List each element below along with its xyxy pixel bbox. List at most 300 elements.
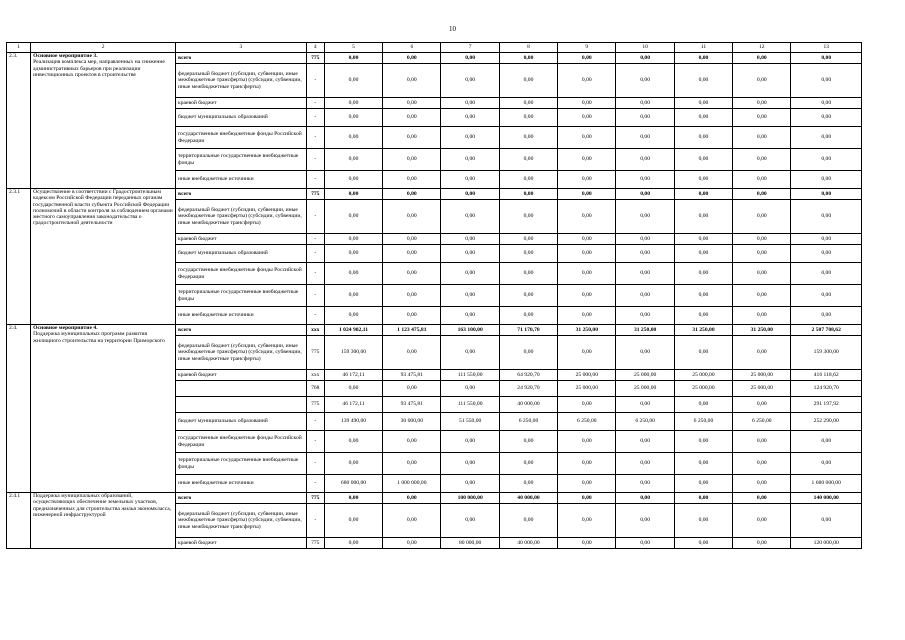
funding-source: всего <box>175 53 306 64</box>
amount-cell: 93 475,81 <box>383 370 441 381</box>
amount-cell: 0,00 <box>558 453 616 475</box>
amount-cell: 40 000,00 <box>499 493 557 504</box>
amount-cell: 0,00 <box>733 336 791 370</box>
amount-cell: 0,00 <box>616 538 674 549</box>
amount-cell: 0,00 <box>441 189 499 200</box>
amount-cell: 100 000,00 <box>441 493 499 504</box>
amount-cell: 0,00 <box>324 504 382 538</box>
amount-cell: 0,00 <box>324 171 382 189</box>
budget-code: - <box>306 149 324 171</box>
funding-source: федеральный бюджет (субсидии, субвенции, иные межбюджетные трансферты) (субсидии, субвенции, иные межбюджетные трансферты) <box>175 64 306 98</box>
amount-cell: 0,00 <box>616 504 674 538</box>
amount-cell: 0,00 <box>558 504 616 538</box>
amount-cell: 0,00 <box>383 234 441 245</box>
amount-cell: 0,00 <box>324 189 382 200</box>
budget-code: - <box>306 98 324 109</box>
table-row <box>7 189 862 200</box>
amount-cell: 0,00 <box>616 493 674 504</box>
amount-cell: 0,00 <box>674 109 732 127</box>
table-row <box>7 325 862 336</box>
amount-cell: 25 000,00 <box>558 370 616 381</box>
amount-cell: 0,00 <box>674 245 732 263</box>
budget-code: 768 <box>306 381 324 397</box>
amount-cell: 0,00 <box>733 189 791 200</box>
budget-code: - <box>306 64 324 98</box>
amount-cell: 93 475,81 <box>383 397 441 413</box>
budget-code: - <box>306 413 324 431</box>
amount-cell: 0,00 <box>791 234 862 245</box>
amount-cell: 0,00 <box>383 504 441 538</box>
amount-cell: 0,00 <box>499 149 557 171</box>
funding-source: краевой бюджет <box>175 234 306 245</box>
amount-cell: 0,00 <box>674 397 732 413</box>
budget-code: - <box>306 171 324 189</box>
amount-cell: 0,00 <box>616 200 674 234</box>
amount-cell: 0,00 <box>558 493 616 504</box>
amount-cell: 0,00 <box>383 453 441 475</box>
amount-cell: 0,00 <box>616 189 674 200</box>
budget-code: - <box>306 245 324 263</box>
amount-cell: 64 920,70 <box>499 370 557 381</box>
amount-cell: 0,00 <box>733 245 791 263</box>
amount-cell: 30 000,00 <box>383 413 441 431</box>
column-header: 12 <box>733 43 791 53</box>
amount-cell: 6 250,00 <box>499 413 557 431</box>
amount-cell: 0,00 <box>791 504 862 538</box>
amount-cell: 0,00 <box>324 431 382 453</box>
budget-code: 775 <box>306 493 324 504</box>
amount-cell: 0,00 <box>733 307 791 325</box>
amount-cell: 31 250,00 <box>616 325 674 336</box>
amount-cell: 40 000,00 <box>499 538 557 549</box>
amount-cell: 111 550,00 <box>441 397 499 413</box>
amount-cell: 0,00 <box>733 397 791 413</box>
amount-cell: 46 172,11 <box>324 370 382 381</box>
amount-cell: 0,00 <box>499 53 557 64</box>
amount-cell: 0,00 <box>558 431 616 453</box>
amount-cell: 0,00 <box>791 189 862 200</box>
amount-cell: 159 300,00 <box>791 336 862 370</box>
amount-cell: 6 250,00 <box>616 413 674 431</box>
funding-source: краевой бюджет <box>175 538 306 549</box>
amount-cell: 0,00 <box>733 285 791 307</box>
amount-cell: 0,00 <box>383 171 441 189</box>
funding-source: всего <box>175 189 306 200</box>
amount-cell: 0,00 <box>324 493 382 504</box>
funding-source <box>175 381 306 397</box>
amount-cell: 0,00 <box>499 98 557 109</box>
budget-code: ххх <box>306 370 324 381</box>
amount-cell: 0,00 <box>324 109 382 127</box>
amount-cell: 0,00 <box>441 109 499 127</box>
amount-cell: 0,00 <box>558 307 616 325</box>
amount-cell: 0,00 <box>616 98 674 109</box>
amount-cell: 0,00 <box>324 381 382 397</box>
amount-cell: 0,00 <box>733 538 791 549</box>
amount-cell: 0,00 <box>441 336 499 370</box>
amount-cell: 24 920,70 <box>499 381 557 397</box>
amount-cell: 0,00 <box>441 307 499 325</box>
amount-cell: 0,00 <box>674 127 732 149</box>
amount-cell: 1 000 000,00 <box>383 475 441 493</box>
amount-cell: 0,00 <box>733 149 791 171</box>
amount-cell: 0,00 <box>674 504 732 538</box>
amount-cell: 0,00 <box>499 64 557 98</box>
amount-cell: 0,00 <box>791 98 862 109</box>
amount-cell: 0,00 <box>558 64 616 98</box>
amount-cell: 25 000,00 <box>616 370 674 381</box>
amount-cell: 0,00 <box>791 263 862 285</box>
funding-source: бюджет муниципальных образований <box>175 109 306 127</box>
amount-cell: 0,00 <box>616 245 674 263</box>
amount-cell: 159 300,00 <box>324 336 382 370</box>
amount-cell: 0,00 <box>499 109 557 127</box>
amount-cell: 0,00 <box>674 263 732 285</box>
budget-code: - <box>306 453 324 475</box>
amount-cell: 1 680 000,00 <box>791 475 862 493</box>
amount-cell: 0,00 <box>499 475 557 493</box>
measure-description: Поддержка муниципальных образований, осуществляющих обеспечение земельных участков, предназначенных для строительства жилья экономкласса, инженерной инфраструктурой <box>33 493 172 518</box>
amount-cell: 0,00 <box>499 263 557 285</box>
amount-cell: 163 100,00 <box>441 325 499 336</box>
amount-cell: 6 250,00 <box>558 413 616 431</box>
budget-code: ххх <box>306 325 324 336</box>
column-header: 9 <box>558 43 616 53</box>
amount-cell: 0,00 <box>324 64 382 98</box>
amount-cell: 0,00 <box>441 149 499 171</box>
amount-cell: 0,00 <box>499 127 557 149</box>
amount-cell: 0,00 <box>441 200 499 234</box>
amount-cell: 0,00 <box>558 200 616 234</box>
column-header: 7 <box>441 43 499 53</box>
amount-cell: 0,00 <box>324 538 382 549</box>
amount-cell: 0,00 <box>674 189 732 200</box>
amount-cell: 0,00 <box>616 64 674 98</box>
amount-cell: 0,00 <box>441 263 499 285</box>
amount-cell: 0,00 <box>383 245 441 263</box>
item-number: 2.4.1 <box>7 493 31 549</box>
amount-cell: 0,00 <box>383 53 441 64</box>
funding-source: иные внебюджетные источники <box>175 171 306 189</box>
amount-cell: 6 250,00 <box>733 413 791 431</box>
amount-cell: 0,00 <box>733 504 791 538</box>
amount-cell: 0,00 <box>441 98 499 109</box>
amount-cell: 0,00 <box>558 538 616 549</box>
budget-code: 775 <box>306 397 324 413</box>
amount-cell: 0,00 <box>616 336 674 370</box>
amount-cell: 0,00 <box>558 263 616 285</box>
amount-cell: 0,00 <box>324 200 382 234</box>
amount-cell: 0,00 <box>499 431 557 453</box>
amount-cell: 0,00 <box>791 307 862 325</box>
table-row <box>7 493 862 504</box>
amount-cell: 0,00 <box>616 307 674 325</box>
amount-cell: 1 123 475,81 <box>383 325 441 336</box>
amount-cell: 0,00 <box>441 285 499 307</box>
amount-cell: 0,00 <box>674 336 732 370</box>
amount-cell: 25 000,00 <box>733 381 791 397</box>
amount-cell: 124 920,70 <box>791 381 862 397</box>
funding-source: государственные внебюджетные фонды Российской Федерации <box>175 127 306 149</box>
budget-code: - <box>306 307 324 325</box>
amount-cell: 0,00 <box>324 453 382 475</box>
amount-cell: 0,00 <box>791 109 862 127</box>
budget-code: 775 <box>306 189 324 200</box>
funding-source: иные внебюджетные источники <box>175 307 306 325</box>
amount-cell: 0,00 <box>558 127 616 149</box>
amount-cell: 0,00 <box>324 307 382 325</box>
amount-cell: 51 550,00 <box>441 413 499 431</box>
measure-name <box>31 325 176 493</box>
amount-cell: 0,00 <box>558 285 616 307</box>
funding-source: федеральный бюджет (субсидии, субвенции, иные межбюджетные трансферты) (субсидии, субвенции, иные межбюджетные трансферты) <box>175 336 306 370</box>
amount-cell: 0,00 <box>674 453 732 475</box>
amount-cell: 31 250,00 <box>674 325 732 336</box>
amount-cell: 0,00 <box>674 98 732 109</box>
amount-cell: 0,00 <box>616 127 674 149</box>
amount-cell: 0,00 <box>558 336 616 370</box>
amount-cell: 0,00 <box>558 98 616 109</box>
amount-cell: 0,00 <box>383 493 441 504</box>
budget-table <box>6 42 862 549</box>
budget-code: - <box>306 475 324 493</box>
amount-cell: 0,00 <box>383 431 441 453</box>
amount-cell: 0,00 <box>733 98 791 109</box>
amount-cell: 0,00 <box>383 64 441 98</box>
funding-source: иные внебюджетные источники <box>175 475 306 493</box>
amount-cell: 0,00 <box>674 64 732 98</box>
column-header: 8 <box>499 43 557 53</box>
amount-cell: 0,00 <box>499 189 557 200</box>
amount-cell: 252 290,00 <box>791 413 862 431</box>
amount-cell: 0,00 <box>499 234 557 245</box>
amount-cell: 0,00 <box>558 171 616 189</box>
amount-cell: 0,00 <box>499 307 557 325</box>
amount-cell: 0,00 <box>441 475 499 493</box>
amount-cell: 0,00 <box>441 53 499 64</box>
column-header: 1 <box>7 43 31 53</box>
budget-code: 775 <box>306 538 324 549</box>
amount-cell: 0,00 <box>383 538 441 549</box>
column-header: 6 <box>383 43 441 53</box>
amount-cell: 0,00 <box>791 171 862 189</box>
column-header: 10 <box>616 43 674 53</box>
column-header: 11 <box>674 43 732 53</box>
column-header: 4 <box>306 43 324 53</box>
amount-cell: 0,00 <box>558 397 616 413</box>
amount-cell: 416 118,62 <box>791 370 862 381</box>
amount-cell: 0,00 <box>499 245 557 263</box>
column-header: 3 <box>175 43 306 53</box>
measure-title: Основное мероприятие 3. <box>33 53 98 59</box>
budget-code: - <box>306 127 324 149</box>
funding-source: территориальные государственные внебюджетные фонды <box>175 285 306 307</box>
budget-code: - <box>306 109 324 127</box>
amount-cell: 680 000,00 <box>324 475 382 493</box>
amount-cell: 0,00 <box>324 127 382 149</box>
funding-source: всего <box>175 493 306 504</box>
column-header: 13 <box>791 43 862 53</box>
amount-cell: 0,00 <box>383 98 441 109</box>
amount-cell: 0,00 <box>558 245 616 263</box>
funding-source: бюджет муниципальных образований <box>175 245 306 263</box>
amount-cell: 111 550,00 <box>441 370 499 381</box>
amount-cell: 31 250,00 <box>558 325 616 336</box>
amount-cell: 0,00 <box>383 149 441 171</box>
budget-code: - <box>306 431 324 453</box>
amount-cell: 0,00 <box>558 234 616 245</box>
amount-cell: 0,00 <box>499 200 557 234</box>
item-number: 2.3. <box>7 53 31 189</box>
amount-cell: 0,00 <box>499 285 557 307</box>
amount-cell: 0,00 <box>558 149 616 171</box>
amount-cell: 0,00 <box>733 453 791 475</box>
amount-cell: 0,00 <box>674 431 732 453</box>
funding-source: краевой бюджет <box>175 98 306 109</box>
amount-cell: 0,00 <box>558 53 616 64</box>
amount-cell: 0,00 <box>733 493 791 504</box>
amount-cell: 0,00 <box>791 53 862 64</box>
amount-cell: 0,00 <box>324 245 382 263</box>
amount-cell: 0,00 <box>558 109 616 127</box>
funding-source: территориальные государственные внебюджетные фонды <box>175 149 306 171</box>
amount-cell: 0,00 <box>324 234 382 245</box>
amount-cell: 0,00 <box>674 171 732 189</box>
amount-cell: 25 000,00 <box>674 381 732 397</box>
amount-cell: 0,00 <box>674 149 732 171</box>
amount-cell: 0,00 <box>499 171 557 189</box>
budget-code: - <box>306 234 324 245</box>
amount-cell: 0,00 <box>616 263 674 285</box>
funding-source: территориальные государственные внебюджетные фонды <box>175 453 306 475</box>
amount-cell: 0,00 <box>383 189 441 200</box>
amount-cell: 0,00 <box>733 263 791 285</box>
amount-cell: 0,00 <box>324 149 382 171</box>
measure-name <box>31 493 176 549</box>
page-number: 10 <box>449 25 456 33</box>
measure-description: Реализация комплекса мер, направленных на снижение административных барьеров при реализации инвестиционных проектов в строительстве <box>33 59 165 78</box>
amount-cell: 0,00 <box>441 504 499 538</box>
amount-cell: 120 000,00 <box>791 538 862 549</box>
budget-code: - <box>306 285 324 307</box>
amount-cell: 0,00 <box>733 200 791 234</box>
amount-cell: 0,00 <box>324 263 382 285</box>
amount-cell: 40 000,00 <box>499 397 557 413</box>
amount-cell: 139 490,00 <box>324 413 382 431</box>
amount-cell: 25 000,00 <box>616 381 674 397</box>
amount-cell: 0,00 <box>383 285 441 307</box>
amount-cell: 0,00 <box>441 431 499 453</box>
amount-cell: 0,00 <box>499 336 557 370</box>
amount-cell: 0,00 <box>674 53 732 64</box>
amount-cell: 0,00 <box>733 475 791 493</box>
amount-cell: 0,00 <box>324 98 382 109</box>
amount-cell: 0,00 <box>616 285 674 307</box>
amount-cell: 0,00 <box>383 381 441 397</box>
column-header: 2 <box>31 43 176 53</box>
amount-cell: 0,00 <box>441 171 499 189</box>
amount-cell: 291 197,92 <box>791 397 862 413</box>
item-number: 2.3.1 <box>7 189 31 325</box>
amount-cell: 0,00 <box>733 64 791 98</box>
amount-cell: 0,00 <box>791 127 862 149</box>
amount-cell: 0,00 <box>441 64 499 98</box>
amount-cell: 0,00 <box>441 127 499 149</box>
amount-cell: 0,00 <box>441 234 499 245</box>
amount-cell: 80 000,00 <box>441 538 499 549</box>
amount-cell: 0,00 <box>674 285 732 307</box>
amount-cell: 0,00 <box>674 475 732 493</box>
amount-cell: 0,00 <box>616 53 674 64</box>
amount-cell: 0,00 <box>791 245 862 263</box>
item-number: 2.4. <box>7 325 31 493</box>
amount-cell: 0,00 <box>616 171 674 189</box>
amount-cell: 0,00 <box>791 431 862 453</box>
amount-cell: 0,00 <box>791 453 862 475</box>
amount-cell: 0,00 <box>616 149 674 171</box>
amount-cell: 0,00 <box>383 336 441 370</box>
budget-code: 775 <box>306 336 324 370</box>
amount-cell: 0,00 <box>383 307 441 325</box>
amount-cell: 2 507 708,62 <box>791 325 862 336</box>
budget-code: - <box>306 263 324 285</box>
amount-cell: 0,00 <box>499 504 557 538</box>
amount-cell: 0,00 <box>791 285 862 307</box>
amount-cell: 0,00 <box>674 538 732 549</box>
amount-cell: 0,00 <box>616 475 674 493</box>
amount-cell: 0,00 <box>383 263 441 285</box>
amount-cell: 0,00 <box>558 189 616 200</box>
amount-cell: 0,00 <box>616 431 674 453</box>
amount-cell: 1 024 902,11 <box>324 325 382 336</box>
amount-cell: 6 250,00 <box>674 413 732 431</box>
amount-cell: 0,00 <box>674 493 732 504</box>
funding-source: федеральный бюджет (субсидии, субвенции, иные межбюджетные трансферты) (субсидии, субвенции, иные межбюджетные трансферты) <box>175 504 306 538</box>
budget-code: 775 <box>306 53 324 64</box>
amount-cell: 0,00 <box>383 127 441 149</box>
funding-source <box>175 397 306 413</box>
amount-cell: 0,00 <box>499 453 557 475</box>
amount-cell: 140 000,00 <box>791 493 862 504</box>
table-row <box>7 53 862 64</box>
amount-cell: 0,00 <box>733 127 791 149</box>
amount-cell: 0,00 <box>674 307 732 325</box>
amount-cell: 25 000,00 <box>733 370 791 381</box>
amount-cell: 0,00 <box>383 109 441 127</box>
amount-cell: 0,00 <box>791 200 862 234</box>
budget-code: - <box>306 504 324 538</box>
measure-name <box>31 189 176 325</box>
measure-description: Поддержка муниципальных программ развития жилищного строительства на территории Приморского <box>33 331 165 344</box>
amount-cell: 0,00 <box>733 53 791 64</box>
amount-cell: 0,00 <box>616 109 674 127</box>
amount-cell: 46 172,11 <box>324 397 382 413</box>
amount-cell: 0,00 <box>791 64 862 98</box>
funding-source: всего <box>175 325 306 336</box>
amount-cell: 0,00 <box>441 453 499 475</box>
amount-cell: 0,00 <box>558 475 616 493</box>
funding-source: государственные внебюджетные фонды Российской Федерации <box>175 263 306 285</box>
amount-cell: 0,00 <box>733 234 791 245</box>
amount-cell: 25 000,00 <box>674 370 732 381</box>
funding-source: государственные внебюджетные фонды Российской Федерации <box>175 431 306 453</box>
amount-cell: 0,00 <box>324 285 382 307</box>
amount-cell: 71 170,70 <box>499 325 557 336</box>
amount-cell: 0,00 <box>791 149 862 171</box>
amount-cell: 0,00 <box>733 431 791 453</box>
measure-description: Осуществление в соответствии с Градостроительным кодексом Российской Федерации переданных органам государственной власти субъекта Российской Федерации полномочий в области контроля за соблюдением органами местного самоуправления законодательства о градостроительной деятельности <box>33 189 173 227</box>
amount-cell: 0,00 <box>674 200 732 234</box>
